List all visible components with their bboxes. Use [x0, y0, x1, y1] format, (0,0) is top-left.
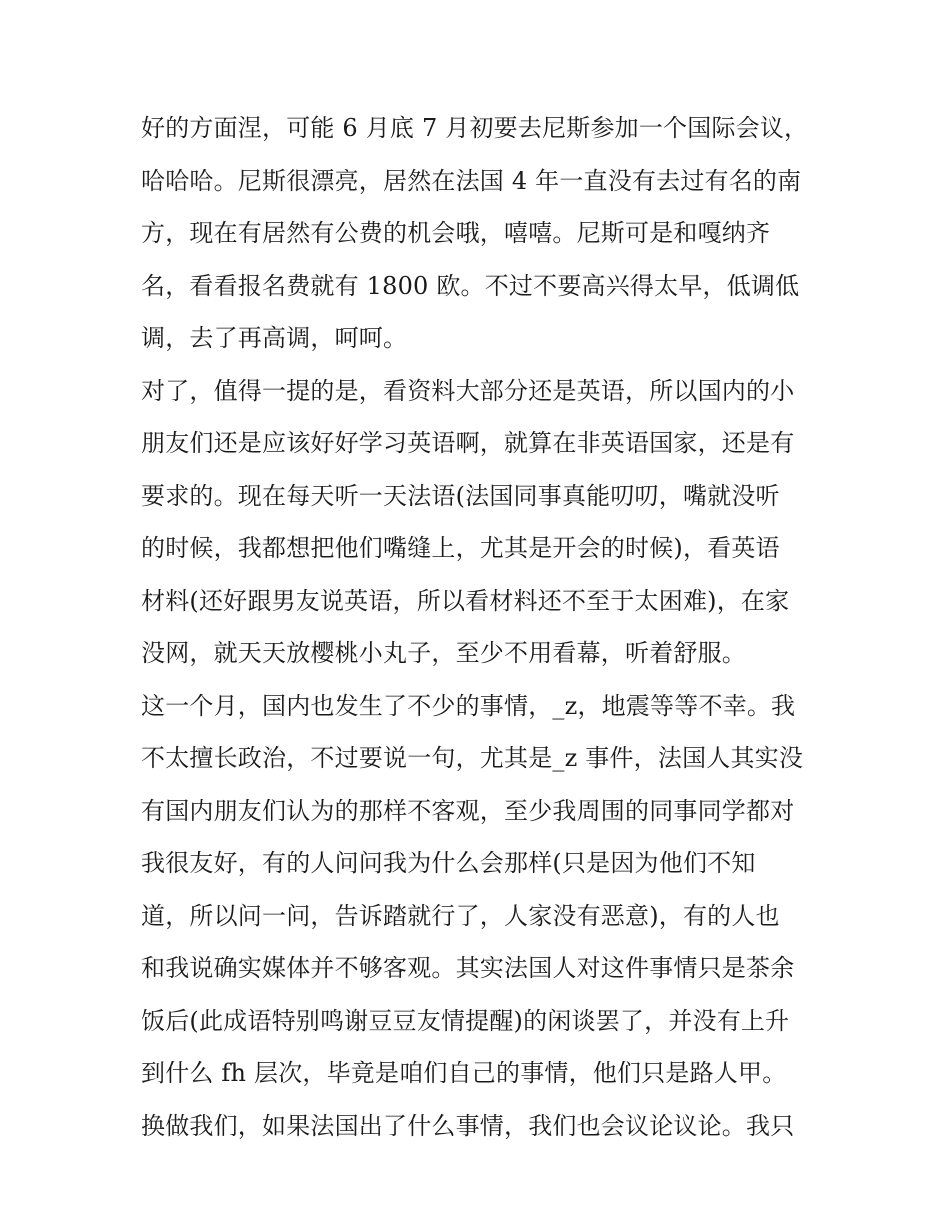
document-body: [141, 102, 821, 1152]
text-line: 名，看看报名费就有 1800 欧。不过不要高兴得太早，低调低: [141, 271, 800, 300]
text-line: 这一个月，国内也发生了不少的事情，_z，地震等等不幸。我: [141, 691, 796, 720]
text-line: 好的方面涅，可能 6 月底 7 月初要去尼斯参加一个国际会议，: [141, 114, 809, 142]
text-line: 换做我们，如果法国出了什么事情，我们也会议论议论。我只: [141, 1111, 795, 1140]
text-line: 朋友们还是应该好好学习英语啊，就算在非英语国家，还是有: [141, 429, 795, 457]
text-line: 哈哈哈。尼斯很漂亮，居然在法国 4 年一直没有去过有名的南: [141, 166, 802, 195]
text-line: 的时候，我都想把他们嘴缝上，尤其是开会的时候)，看英语: [141, 534, 780, 562]
text-line: 到什么 fh 层次，毕竟是咱们自己的事情，他们只是路人甲。: [141, 1059, 787, 1087]
text-line: 对了，值得一提的是，看资料大部分还是英语，所以国内的小: [141, 376, 795, 405]
text-line: 我很友好，有的人问问我为什么会那样(只是因为他们不知: [141, 849, 756, 877]
text-line: 道，所以问一问，告诉踏就行了，人家没有恶意)，有的人也: [141, 901, 780, 930]
text-line: 和我说确实媒体并不够客观。其实法国人对这件事情只是茶余: [141, 954, 795, 982]
text-line: 有国内朋友们认为的那样不客观，至少我周围的同事同学都对: [141, 796, 795, 825]
text-line: 调，去了再高调，呵呵。: [141, 324, 408, 352]
text-line: 要求的。现在每天听一天法语(法国同事真能叨叨，嘴就没听: [141, 481, 780, 510]
text-line: 不太擅长政治，不过要说一句，尤其是_z 事件，法国人其实没: [141, 744, 804, 772]
text-line: 没网，就天天放樱桃小丸子，至少不用看幕，听着舒服。: [141, 639, 746, 667]
text-line: 方，现在有居然有公费的机会哦，嘻嘻。尼斯可是和嘎纳齐: [141, 219, 771, 247]
text-line: 饭后(此成语特别鸣谢豆豆友情提醒)的闲谈罢了，并没有上升: [141, 1006, 790, 1035]
text-line: 材料(还好跟男友说英语，所以看材料还不至于太困难)，在家: [141, 586, 790, 615]
